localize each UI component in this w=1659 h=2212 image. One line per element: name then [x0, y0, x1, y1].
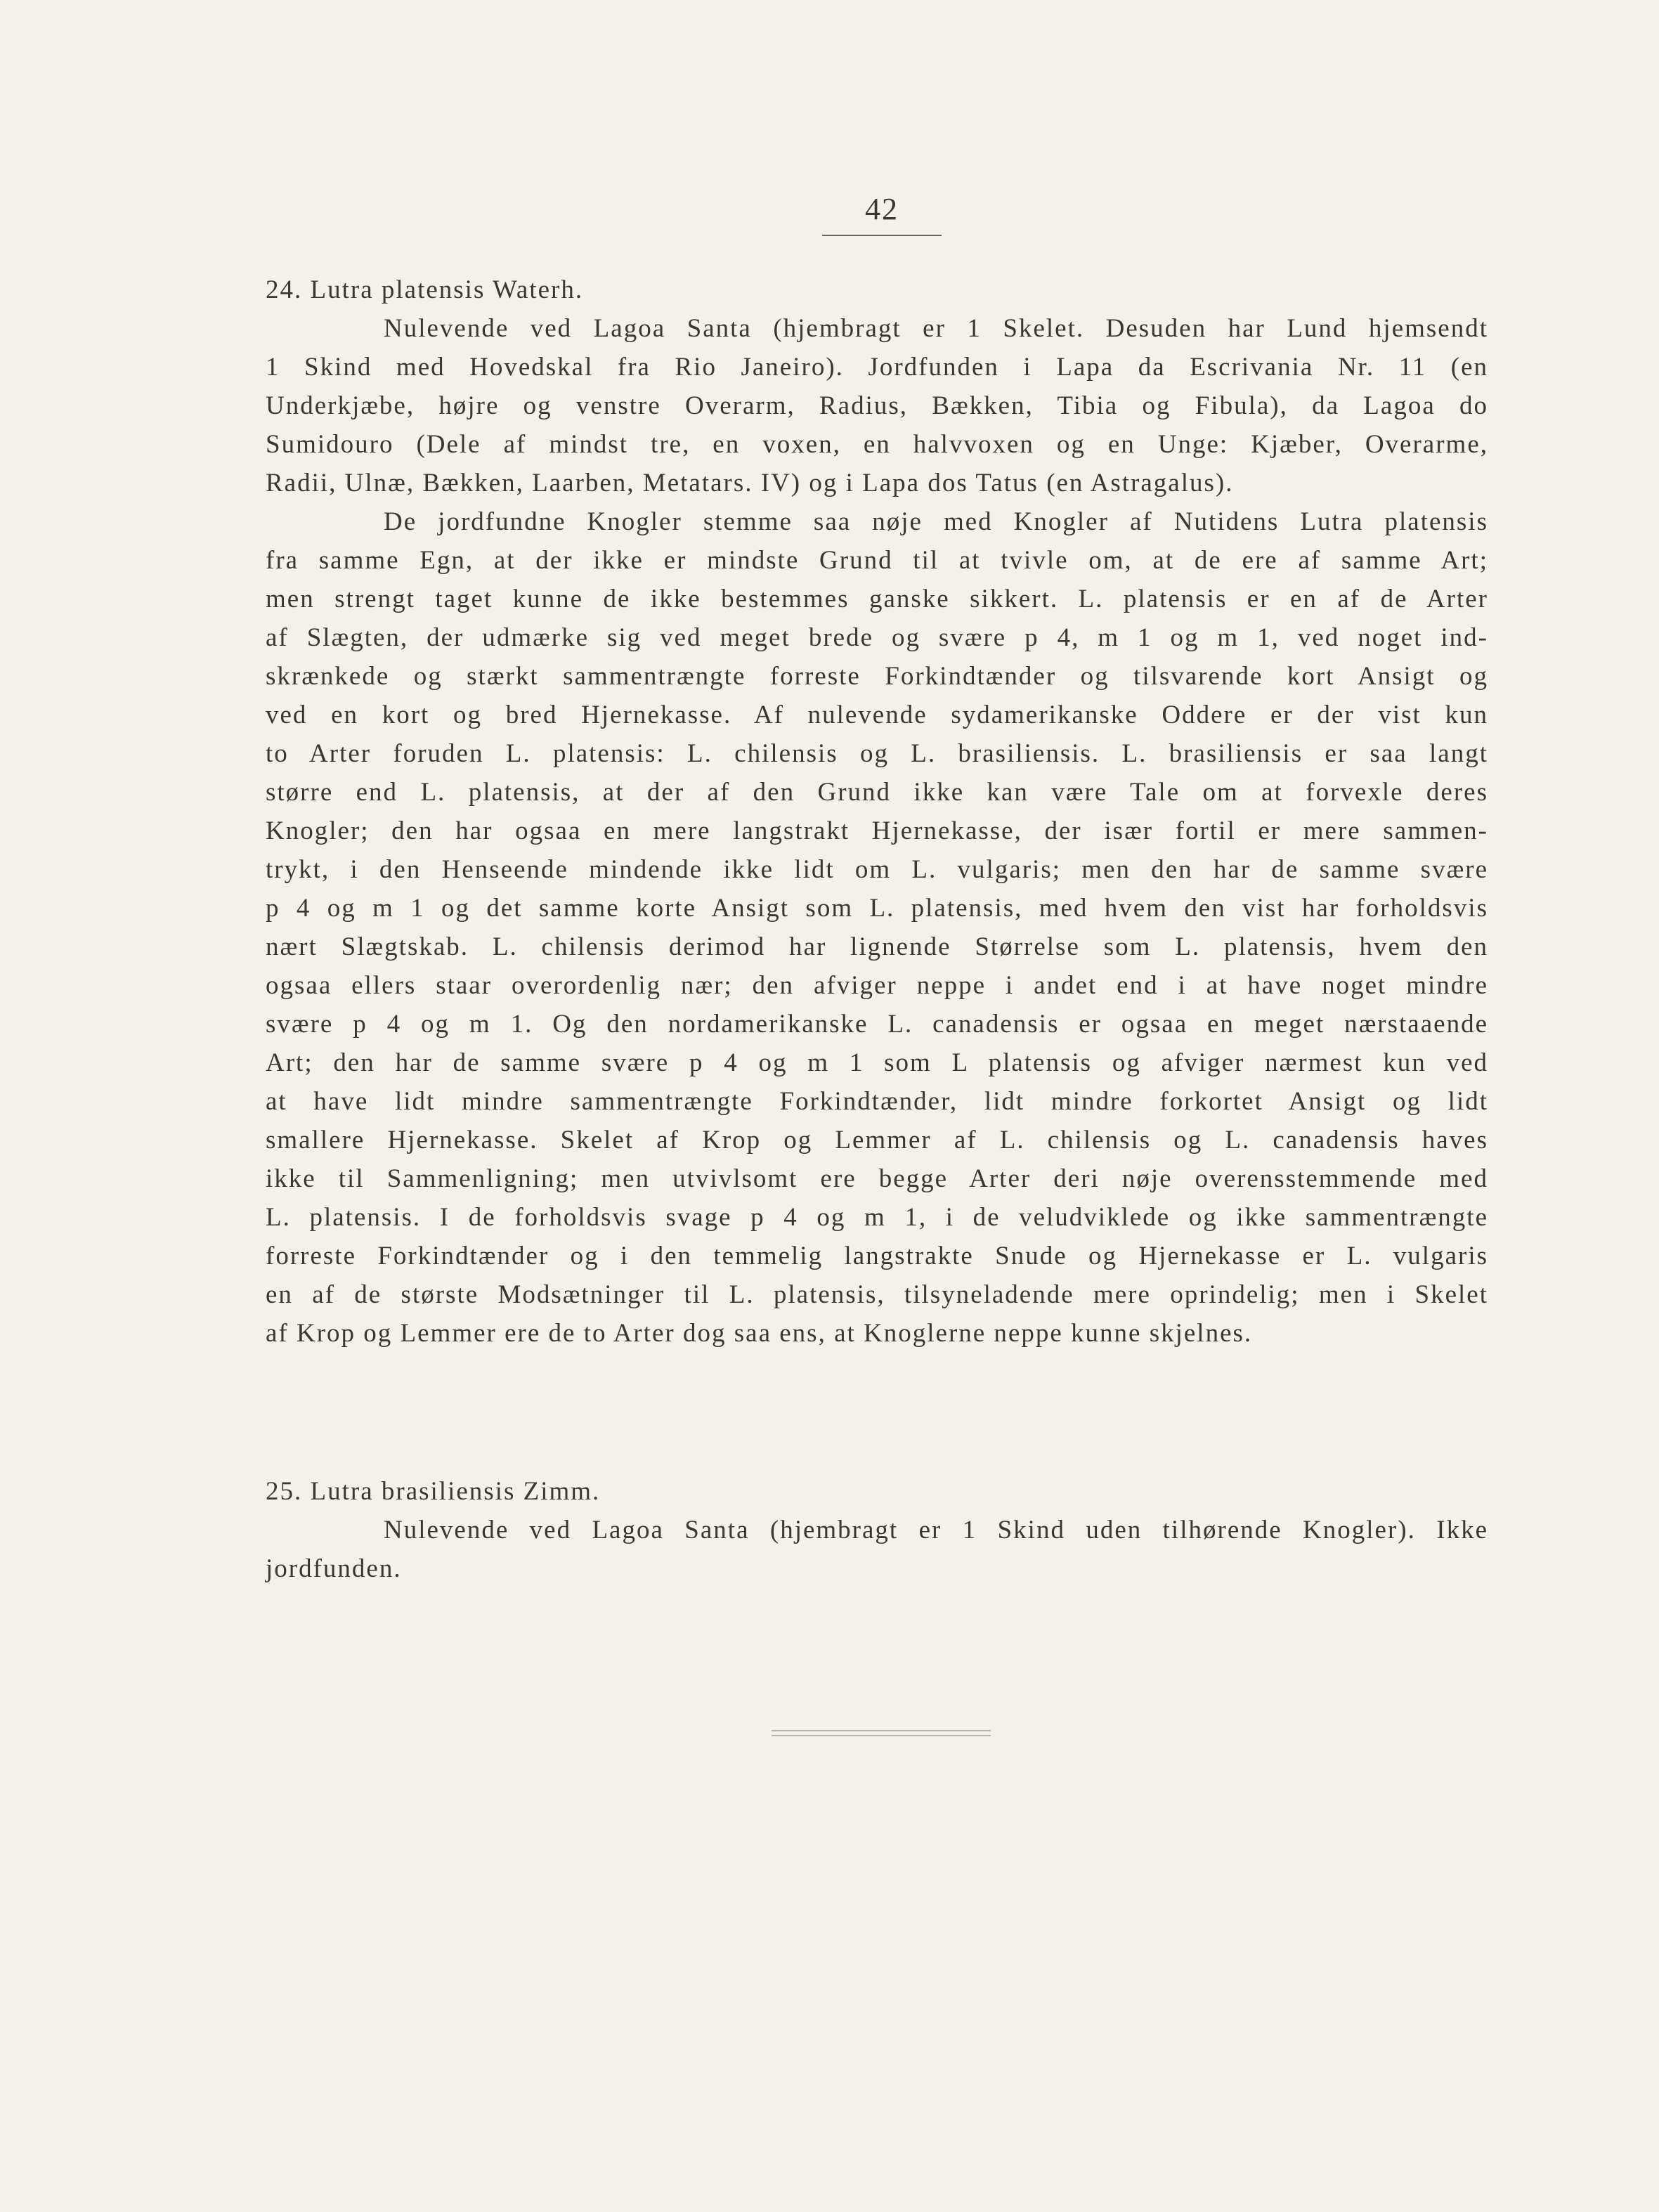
- text-line: af Krop og Lemmer ere de to Arter dog saa ens, at Knoglerne neppe kunne skjelnes.: [266, 1319, 1253, 1348]
- section-24: [266, 271, 1488, 1353]
- text-line: men strengt taget kunne de ikke bestemmes ganske sikkert. L. platensis er en af de Arter: [266, 585, 1488, 613]
- text-line: at have lidt mindre sammentrængte Forkindtænder, lidt mindre forkortet Ansigt og lidt: [266, 1087, 1488, 1116]
- text-line: p 4 og m 1 og det samme korte Ansigt som L. platensis, med hvem den vist har forholdsvis: [266, 894, 1488, 923]
- text-line: De jordfundne Knogler stemme saa nøje med Knogler af Nutidens Lutra platensis: [384, 507, 1488, 536]
- text-line: to Arter foruden L. platensis: L. chilensis og L. brasiliensis. L. brasiliensis er saa langt: [266, 739, 1488, 768]
- text-line: en af de største Modsætninger til L. platensis, tilsyneladende mere oprindelig; men i Skelet: [266, 1280, 1488, 1309]
- section-24-heading: 24. Lutra platensis Waterh.: [266, 275, 584, 304]
- text-line: Sumidouro (Dele af mindst tre, en voxen, en halvvoxen og en Unge: Kjæber, Overarme,: [266, 430, 1488, 459]
- text-line: Knogler; den har ogsaa en mere langstrakt Hjernekasse, der især fortil er mere sammen-: [266, 817, 1488, 845]
- section-25: [266, 1472, 1488, 1588]
- page-number: 42: [865, 192, 899, 226]
- section-25-heading: 25. Lutra brasiliensis Zimm.: [266, 1477, 601, 1506]
- section-end-rule: [772, 1730, 991, 1731]
- text-line: Nulevende ved Lagoa Santa (hjembragt er 1 Skind uden tilhørende Knogler). Ikke: [384, 1516, 1488, 1544]
- text-line: ved en kort og bred Hjernekasse. Af nulevende sydamerikanske Oddere er der vist kun: [266, 701, 1488, 729]
- page-number-rule: [822, 235, 942, 236]
- text-line: Art; den har de samme svære p 4 og m 1 som L platensis og afviger nærmest kun ved: [266, 1048, 1488, 1077]
- text-line: Radii, Ulnæ, Bækken, Laarben, Metatars. IV) og i Lapa dos Tatus (en Astragalus).: [266, 469, 1234, 497]
- section-end-rule: [772, 1735, 991, 1736]
- text-line: større end L. platensis, at der af den Grund ikke kan være Tale om at forvexle deres: [266, 778, 1488, 807]
- text-line: ikke til Sammenligning; men utvivlsomt ere begge Arter deri nøje overensstemmende med: [266, 1164, 1488, 1193]
- text-line: trykt, i den Henseende mindende ikke lidt om L. vulgaris; men den har de samme svære: [266, 855, 1488, 884]
- text-line: L. platensis. I de forholdsvis svage p 4 og m 1, i de veludviklede og ikke sammentrængte: [266, 1203, 1488, 1232]
- text-line: fra samme Egn, at der ikke er mindste Grund til at tvivle om, at de ere af samme Art;: [266, 546, 1488, 575]
- text-line: svære p 4 og m 1. Og den nordamerikanske L. canadensis er ogsaa en meget nærstaaende: [266, 1010, 1488, 1039]
- text-line: jordfunden.: [266, 1554, 402, 1583]
- text-line: Nulevende ved Lagoa Santa (hjembragt er 1 Skelet. Desuden har Lund hjemsendt: [384, 314, 1488, 343]
- text-line: ogsaa ellers staar overordenlig nær; den afviger neppe i andet end i at have noget mindre: [266, 971, 1488, 1000]
- text-line: 1 Skind med Hovedskal fra Rio Janeiro). Jordfunden i Lapa da Escrivania Nr. 11 (en: [266, 353, 1488, 382]
- text-line: nært Slægtskab. L. chilensis derimod har lignende Størrelse som L. platensis, hvem den: [266, 932, 1488, 961]
- text-line: skrænkede og stærkt sammentrængte forreste Forkindtænder og tilsvarende kort Ansigt og: [266, 662, 1488, 691]
- text-line: af Slægten, der udmærke sig ved meget brede og svære p 4, m 1 og m 1, ved noget ind-: [266, 623, 1488, 652]
- text-line: forreste Forkindtænder og i den temmelig langstrakte Snude og Hjernekasse er L. vulgaris: [266, 1242, 1488, 1270]
- text-line: Underkjæbe, højre og venstre Overarm, Radius, Bækken, Tibia og Fibula), da Lagoa do: [266, 391, 1488, 420]
- text-line: smallere Hjernekasse. Skelet af Krop og Lemmer af L. chilensis og L. canadensis haves: [266, 1126, 1488, 1154]
